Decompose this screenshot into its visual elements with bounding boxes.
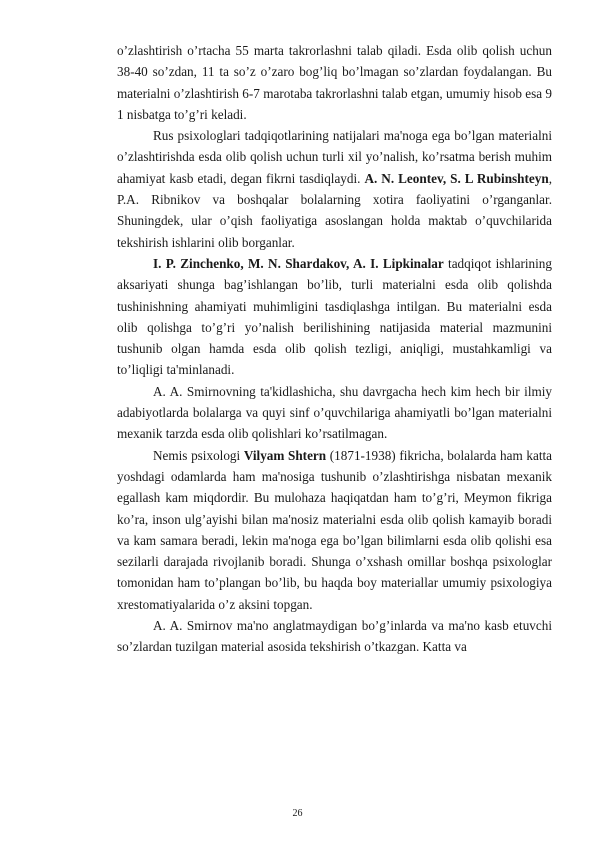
paragraph-6-text: A. A. Smirnov ma'no anglatmaydigan bo’g’inlarda va ma'no kasb etuvchi so’zlardan tuzilgan material asosida tekshirish o’tkazgan. Katta va (117, 618, 552, 655)
page-number: 26 (292, 808, 303, 819)
paragraph-5-author: Vilyam Shtern (243, 447, 327, 463)
paragraph-5-text-b: (1871-1938) fikricha, bolalarda ham katta yoshdagi odamlarda ham ma'nosiga tushunib o’zlashtirishga nisbatan mexanik egallash kam miqdordir. Bu mulohaza haqiqatdan ham to’g’ri, Meymon fikriga ko’ra, inson ulg’ayishi bilan ma'nosiz materialni esda olib qolish kamayib boradi va kam samara beradi, lekin ma'noga ega bo’lgan bilimlarni esda olib qolishi esa sezilarli darajada rivojlanib boradi. Shunga o’xshash omillar boshqa psixologlar tomonidan ham to’plangan bo’lib, bu haqda boy materiallar umumiy psixologiya xrestomatiyalarida o’z aksini topgan. (117, 447, 552, 612)
paragraph-2-text-a: Rus psixologlari tadqiqotlarining natijalari ma'noga ega bo’lgan materialni o’zlashtirishda esda olib qolish uchun turli xil yo’nalish, ko’rsatma berish muhim ahamiyat kasb etadi, degan fikrni tasdiqlaydi. (117, 128, 552, 186)
paragraph-4 (117, 381, 552, 445)
paragraph-1 (117, 40, 552, 125)
paragraph-2-text-b: , P.A. Ribnikov va boshqalar bolalarning xotira faoliyatini o’rganganlar. Shuningdek, ular o’qish faoliyatiga asoslangan holda maktab o’quvchilarida tekshirish ishlarini olib borganlar. (117, 170, 552, 250)
paragraph-3-text: tadqiqot ishlarining aksariyati shunga bag’ishlangan bo’lib, turli materialni esda olib qolishda tushinishning ahamiyati muhimligini tasdiqlashga intilgan. Bu materialni esda olib qolishga to’g’ri yo’nalish berilishining natijasida material mazmunini tushunib olgan hamda esda olib qolish tezligi, aniqligi, mustahkamligi va to’liqligi ta'minlanadi. (117, 255, 552, 378)
paragraph-5-text-a: Nemis psixologi (153, 447, 244, 463)
paragraph-6 (117, 615, 552, 658)
paragraph-3-authors: I. P. Zinchenko, M. N. Shardakov, A. I. Lipkinalar (153, 255, 444, 271)
body-text (117, 40, 552, 658)
paragraph-2-authors: A. N. Leontev, S. L Rubinshteyn (364, 170, 549, 186)
paragraph-1-text: o’zlashtirish o’rtacha 55 marta takrorlashni talab qiladi. Esda olib qolish uchun 38-40 so’zdan, 11 ta so’z o’zaro bog’liq bo’lmagan so’zlardan foydalangan. Bu materialni o’zlashtirish 6-7 marotaba takrorlashni talab etgan, umumiy hisob esa 9 1 nisbatga to’g’ri keladi. (117, 43, 552, 122)
paragraph-4-text: A. A. Smirnovning ta'kidlashicha, shu davrgacha hech kim hech bir ilmiy adabiyotlarda bolalarga va quyi sinf o’quvchilariga ahamiyatli bo’lgan materialni mexanik tarzda esda olib qolishlari ko’rsatilmagan. (117, 383, 552, 442)
paragraph-5 (117, 445, 552, 615)
paragraph-2 (117, 125, 552, 253)
paragraph-3 (117, 253, 552, 381)
